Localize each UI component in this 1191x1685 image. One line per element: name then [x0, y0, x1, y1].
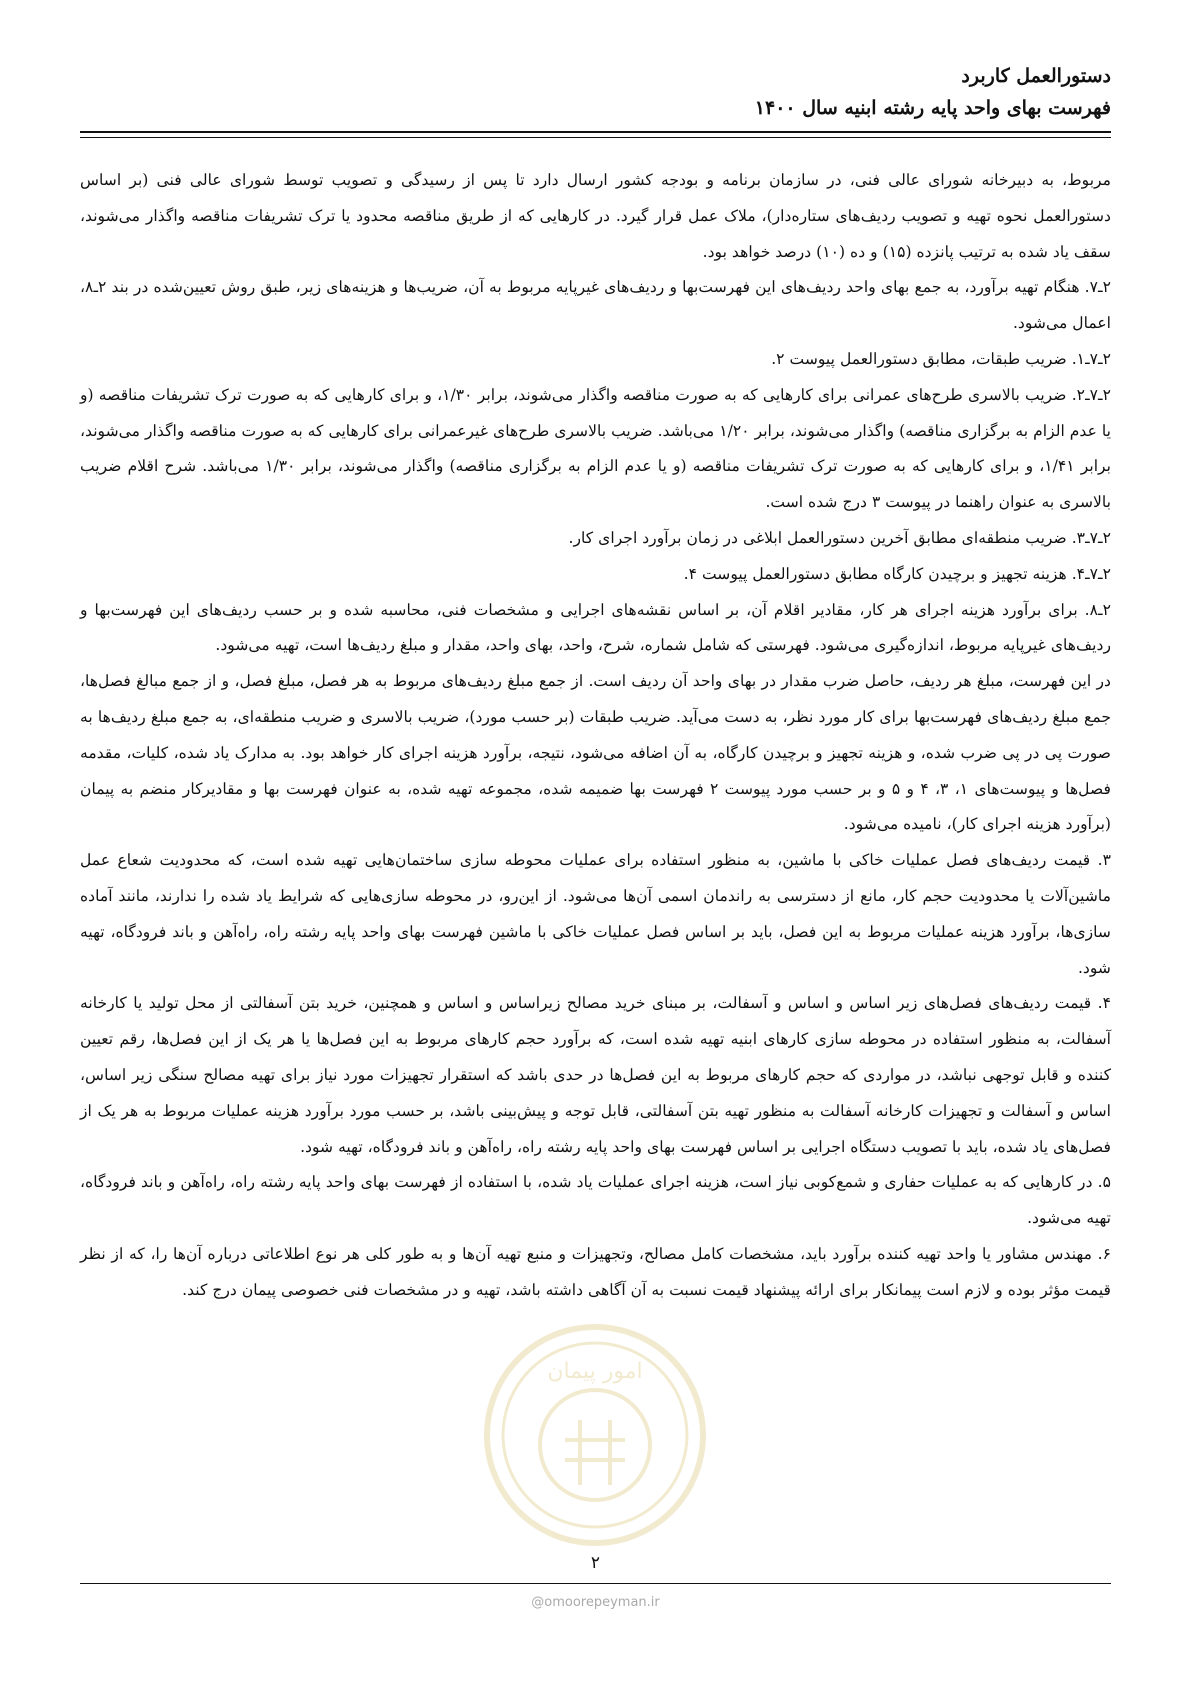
header-title: دستورالعمل کاربرد	[961, 65, 1111, 87]
footer-rule	[80, 1583, 1111, 1584]
header-rule-thin	[80, 137, 1111, 138]
paragraph: ۲ـ۷ـ۴. هزینه تجهیز و برچیدن کارگاه مطابق دستورالعمل پیوست ۴.	[683, 564, 1111, 583]
paragraph: ۳. قیمت ردیف‌های فصل عملیات خاکی با ماشین، به منظور استفاده برای عملیات محوطه سازی ساختمان‌هایی تهیه شده است، که محدودیت شعاع عمل ماشین‌آلات یا محدودیت حجم کار، مانع از دسترسی به راندمان اسمی آن‌ها می‌شود. از این‌رو، در محوطه سازی‌هایی که شرایط یاد شده را ندارند، مانند آماده سازی‌ها، برآورد هزینه عملیات مربوط به این فصل، باید بر اساس فصل عملیات خاکی با ماشین فهرست بهای واحد پایه رشته راه، راه‌آهن و باند فرودگاه، تهیه شود.	[80, 851, 1111, 977]
page-header	[80, 60, 1111, 124]
site-watermark: @omoorepeyman.ir	[531, 1595, 660, 1610]
paragraph: ۵. در کارهایی که به عملیات حفاری و شمع‌کوبی نیاز است، هزینه اجرای عملیات یاد شده، با استفاده از فهرست بهای واحد پایه رشته راه، راه‌آهن و باند فرودگاه، تهیه می‌شود.	[80, 1173, 1111, 1228]
watermark-text: امور پیمان	[547, 1359, 643, 1384]
paragraph: مربوط، به دبیرخانه شورای عالی فنی، در سازمان برنامه و بودجه کشور ارسال دارد تا پس از رسیدگی و تصویب توسط شورای عالی فنی (بر اساس دستورالعمل نحوه تهیه و تصویب ردیف‌های ستاره‌دار)، ملاک عمل قرار گیرد. در کارهایی که از طریق مناقصه محدود یا ترک تشریفات مناقصه واگذار می‌شوند، سقف یاد شده به ترتیب پانزده (۱۵) و ده (۱۰) درصد خواهد بود.	[80, 171, 1111, 261]
page-number: ۲	[590, 1553, 601, 1573]
header-subtitle: فهرست بهای واحد پایه رشته ابنیه سال ۱۴۰۰	[754, 97, 1111, 119]
watermark-seal	[480, 1320, 710, 1550]
paragraph: ۲ـ۷ـ۱. ضریب طبقات، مطابق دستورالعمل پیوست ۲.	[771, 349, 1111, 368]
paragraph: ۶. مهندس مشاور یا واحد تهیه کننده برآورد باید، مشخصات کامل مصالح، وتجهیزات و منبع تهیه آن‌ها و به طور کلی هر نوع اطلاعاتی درباره آن‌ها را، که از نظر قیمت مؤثر بوده و لازم است پیمانکار برای ارائه پیشنهاد قیمت نسبت به آن آگاهی داشته باشد، تهیه و در مشخصات فنی خصوصی پیمان درج کند.	[80, 1244, 1111, 1299]
paragraph: ۲ـ۷. هنگام تهیه برآورد، به جمع بهای واحد ردیف‌های این فهرست‌بها و ردیف‌های غیرپایه مربوط به آن، ضریب‌ها و هزینه‌های زیر، طبق روش تعیین‌شده در بند ۲ـ۸، اعمال می‌شود.	[80, 278, 1111, 333]
document-body	[80, 163, 1111, 1309]
paragraph: ۲ـ۷ـ۲. ضریب بالاسری طرح‌های عمرانی برای کارهایی که به صورت مناقصه واگذار می‌شوند، برابر ۱/۳۰، و برای کارهایی که به صورت ترک تشریفات مناقصه (و یا عدم الزام به برگزاری مناقصه) واگذار می‌شوند، برابر ۱/۲۰ می‌باشد. ضریب بالاسری طرح‌های غیرعمرانی برای کارهایی که به صورت مناقصه واگذار می‌شوند، برابر ۱/۴۱، و برای کارهایی که به صورت ترک تشریفات مناقصه (و یا عدم الزام به برگزاری مناقصه) واگذار می‌شوند، برابر ۱/۳۰ می‌باشد. شرح اقلام ضریب بالاسری به عنوان راهنما در پیوست ۳ درج شده است.	[80, 385, 1111, 512]
paragraph: ۲ـ۷ـ۳. ضریب منطقه‌ای مطابق آخرین دستورالعمل ابلاغی در زمان برآورد اجرای کار.	[568, 528, 1111, 547]
header-rule-thick	[80, 131, 1111, 133]
paragraph: ۲ـ۸. برای برآورد هزینه اجرای هر کار، مقادیر اقلام آن، بر اساس نقشه‌های اجرایی و مشخصات فنی، محاسبه شده و بر حسب ردیف‌های این فهرست‌بها و ردیف‌های غیرپایه مربوط، اندازه‌گیری می‌شود. فهرستی که شامل شماره، شرح، واحد، بهای واحد، مقدار و مبلغ ردیف‌ها است، تهیه می‌شود.	[80, 600, 1111, 655]
paragraph: ۴. قیمت ردیف‌های فصل‌های زیر اساس و اساس و آسفالت، بر مبنای خرید مصالح زیراساس و اساس و همچنین، خرید بتن آسفالتی از محل تولید یا کارخانه آسفالت، به منظور استفاده در محوطه سازی کارهای ابنیه تهیه شده است، که برآورد حجم کارهای مربوط به این فصل‌ها یا هر یک از این فصل‌ها، رقم تعیین کننده و قابل توجهی نباشد، در مواردی که حجم کارهای مربوط به این فصل‌ها در حدی باشد که استقرار تجهیزات مورد نیاز برای تهیه مصالح سنگی زیر اساس، اساس و آسفالت و تجهیزات کارخانه آسفالت به منظور تهیه بتن آسفالتی، قابل توجه و پیش‌بینی باشد، بر حسب مورد برآورد هزینه عملیات مربوط به هر یک از فصل‌های یاد شده، باید با تصویب دستگاه اجرایی بر اساس فهرست بهای واحد پایه رشته راه، راه‌آهن و باند فرودگاه، تهیه شود.	[80, 994, 1111, 1156]
paragraph: در این فهرست، مبلغ هر ردیف، حاصل ضرب مقدار در بهای واحد آن ردیف است. از جمع مبلغ ردیف‌های مربوط به هر فصل، مبلغ فصل، و از جمع مبالغ فصل‌ها، جمع مبلغ ردیف‌های فهرست‌بها برای کار مورد نظر، به دست می‌آید. ضریب طبقات (بر حسب مورد)، ضریب بالاسری و ضریب منطقه‌ای، به جمع مبلغ ردیف‌ها به صورت پی در پی ضرب شده، و هزینه تجهیز و برچیدن کارگاه، به آن اضافه می‌شود، نتیجه، برآورد هزینه اجرای کار خواهد بود. به مدارک یاد شده، کلیات، مقدمه فصل‌ها و پیوست‌های ۱، ۳، ۴ و ۵ و بر حسب مورد پیوست ۲ فهرست بها ضمیمه شده، مجموعه تهیه شده، به عنوان فهرست بها و مقادیرکار منضم به پیمان (برآورد هزینه اجرای کار)، نامیده می‌شود.	[80, 672, 1111, 834]
